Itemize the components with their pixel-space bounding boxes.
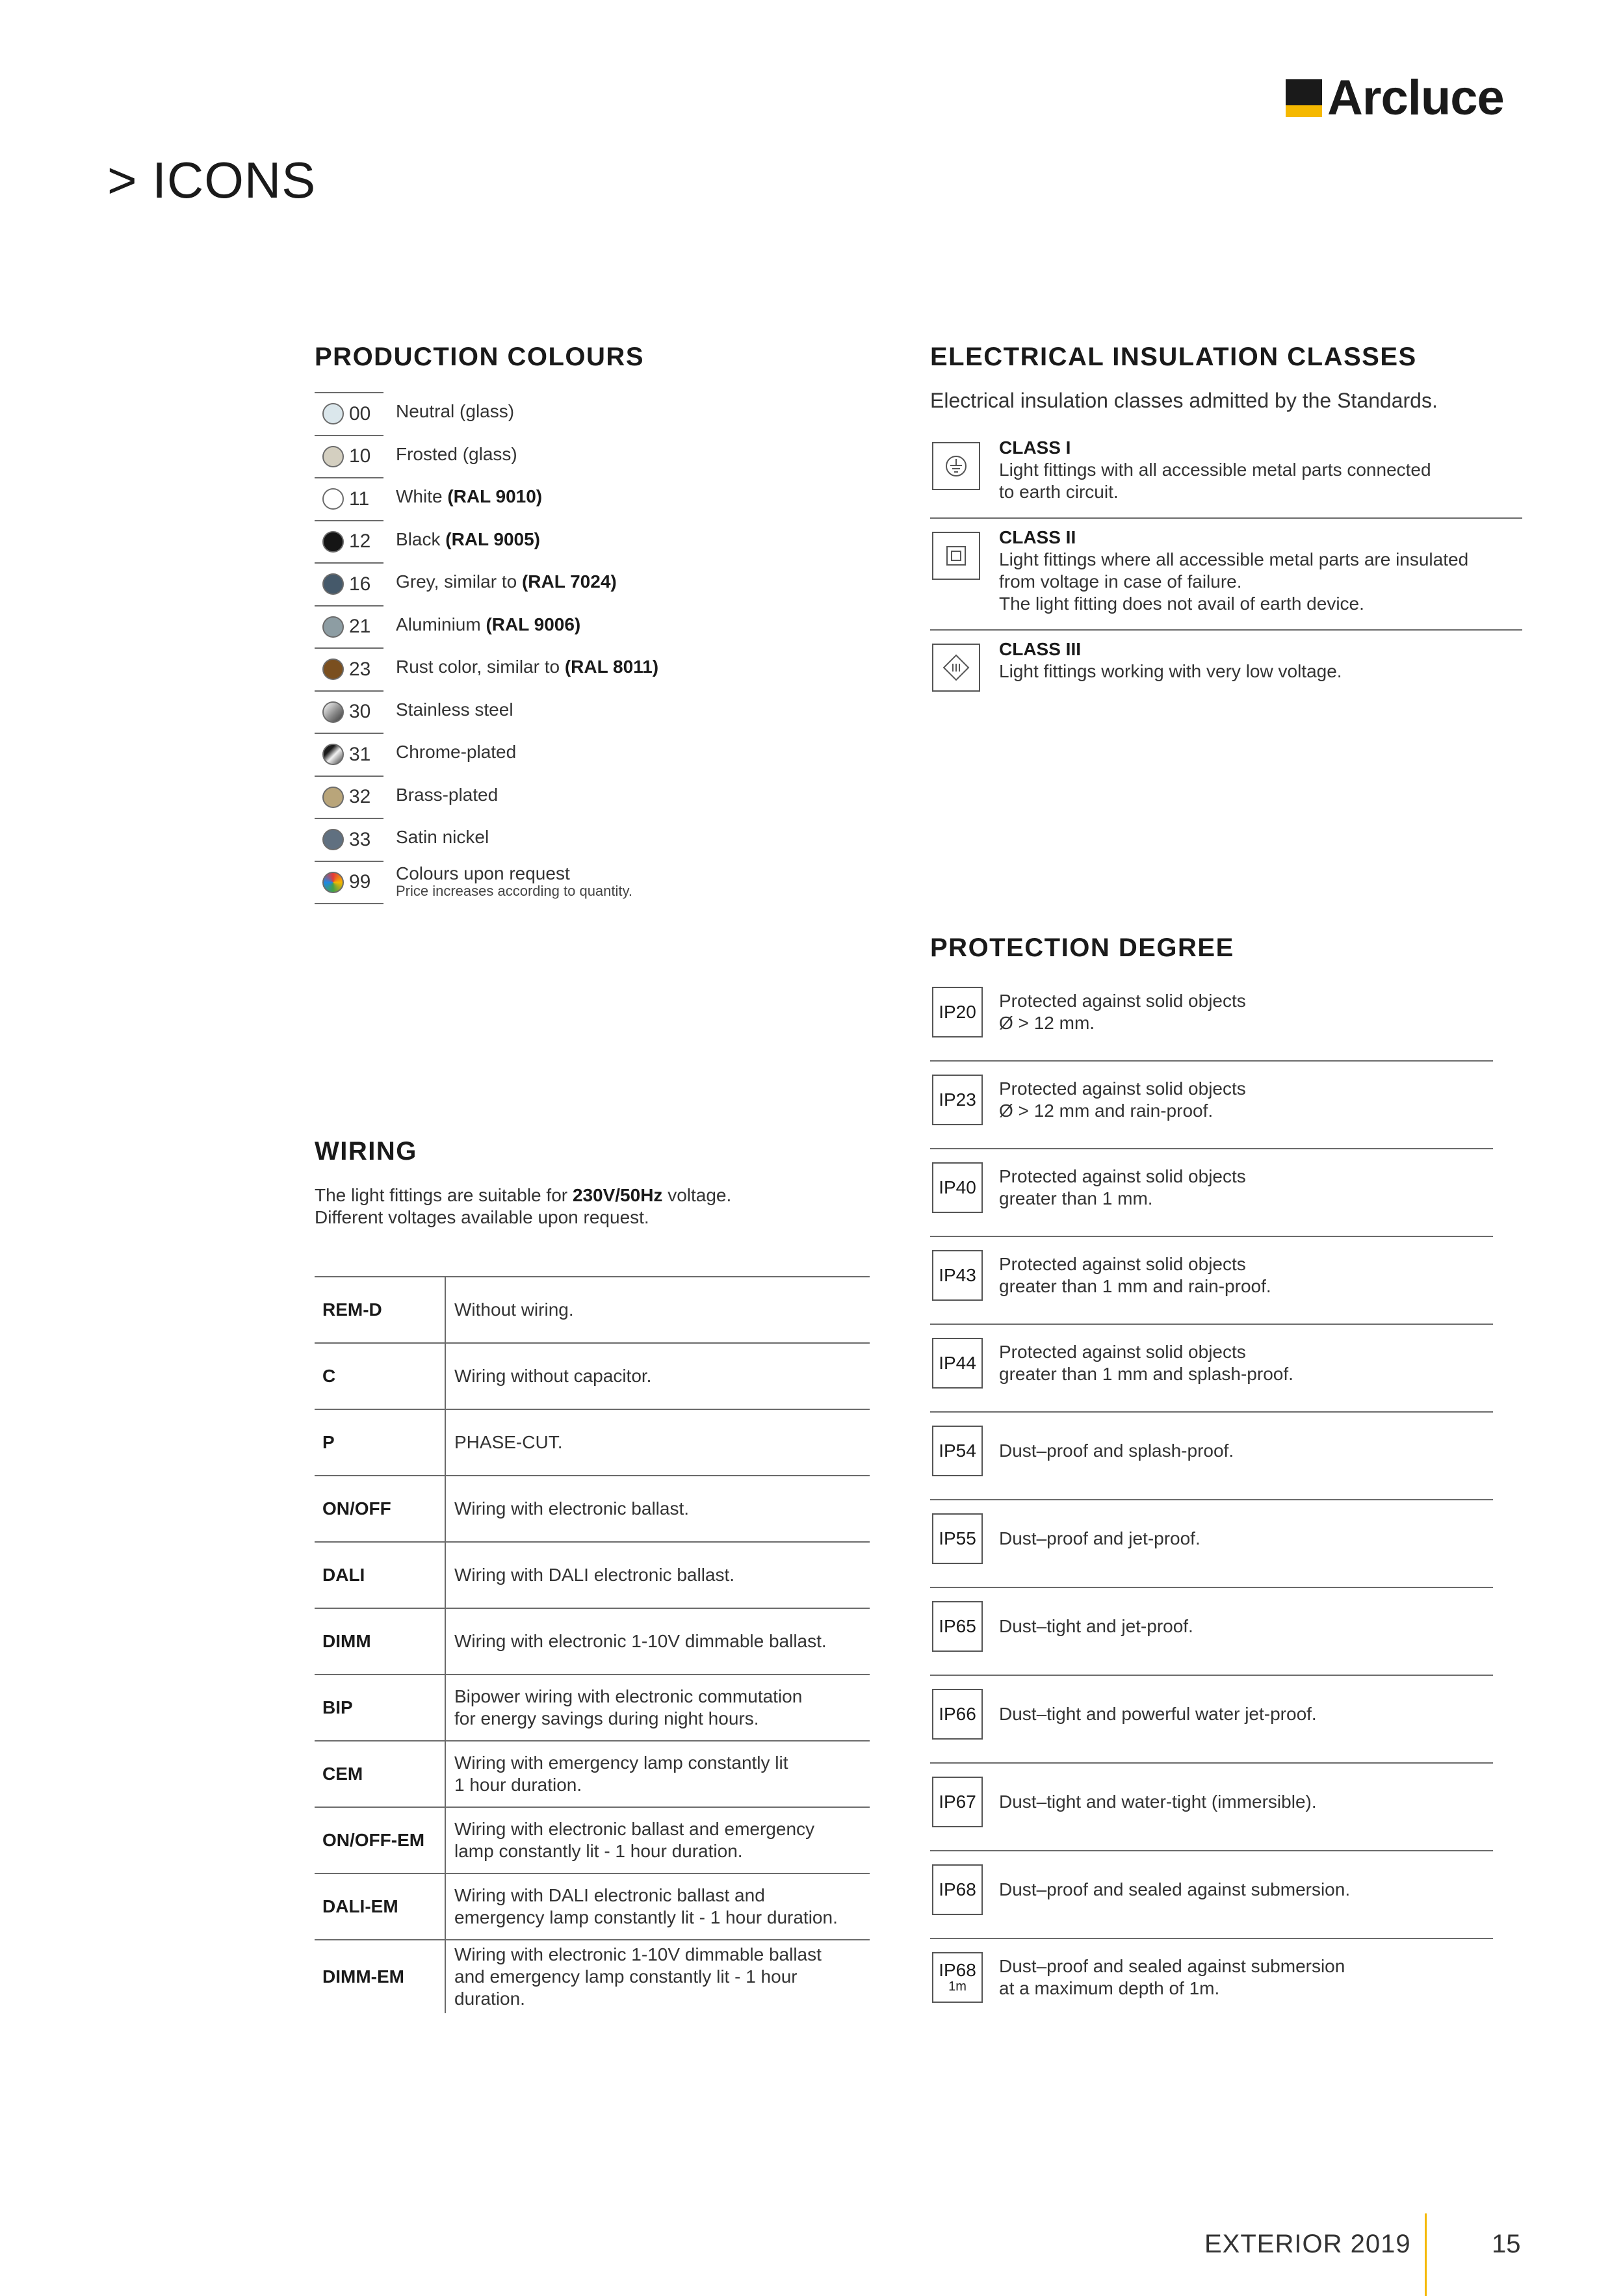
colour-row xyxy=(315,477,718,520)
protection-description-line: greater than 1 mm and rain-proof. xyxy=(999,1276,1271,1296)
protection-description-lines xyxy=(999,1791,1317,1813)
electrical-class-row xyxy=(930,429,1522,519)
wiring-code: C xyxy=(322,1366,336,1386)
electrical-classes-title: ELECTRICAL INSULATION CLASSES xyxy=(930,343,1417,371)
colour-swatch-icon xyxy=(322,744,344,765)
wiring-description-line: Wiring with electronic ballast and emergency xyxy=(454,1819,815,1839)
colour-label xyxy=(396,699,513,720)
footer-divider xyxy=(1425,2213,1427,2296)
colour-name: Rust color, similar to xyxy=(396,657,560,677)
colour-row xyxy=(315,562,718,605)
colour-code: 12 xyxy=(349,530,371,552)
protection-description-line: Protected against solid objects xyxy=(999,1078,1246,1099)
wiring-column-divider xyxy=(445,1543,446,1608)
protection-description-line: Protected against solid objects xyxy=(999,991,1246,1011)
wiring-row xyxy=(315,1675,870,1742)
colour-label xyxy=(396,614,580,635)
wiring-description-line: Wiring with DALI electronic ballast. xyxy=(454,1565,735,1585)
electrical-class-name: CLASS I xyxy=(999,437,1071,458)
wiring-description xyxy=(454,1874,863,1939)
colour-row xyxy=(315,647,718,690)
ip-rating-icon xyxy=(932,1689,983,1740)
wiring-row xyxy=(315,1874,870,1940)
wiring-description xyxy=(454,1940,863,2013)
colour-name: Black xyxy=(396,528,441,549)
wiring-description-lines xyxy=(454,1752,788,1796)
wiring-description-line: Wiring with emergency lamp constantly lit xyxy=(454,1753,788,1773)
protection-description-lines xyxy=(999,1341,1293,1385)
colour-label xyxy=(396,657,658,677)
protection-description xyxy=(999,1250,1271,1301)
colour-name: Stainless steel xyxy=(396,699,513,720)
protection-description-line: greater than 1 mm and splash-proof. xyxy=(999,1364,1293,1384)
wiring-intro-suffix: voltage. xyxy=(662,1185,732,1205)
colour-label xyxy=(396,571,617,592)
wiring-description-line: emergency lamp constantly lit - 1 hour duration. xyxy=(454,1907,838,1927)
ip-rating-icon xyxy=(932,1075,983,1125)
colour-code: 33 xyxy=(349,828,371,850)
ip-code: IP40 xyxy=(939,1177,976,1197)
colour-code-cell xyxy=(315,435,383,477)
protection-description-lines xyxy=(999,1955,1345,2000)
colour-ral: (RAL 9006) xyxy=(486,614,581,634)
protection-description-line: Dust–tight and water-tight (immersible). xyxy=(999,1792,1317,1812)
wiring-code: CEM xyxy=(322,1764,363,1784)
protection-description-line: Dust–proof and jet-proof. xyxy=(999,1528,1201,1548)
protection-row xyxy=(930,1851,1493,1939)
colour-name: Brass-plated xyxy=(396,784,499,805)
protection-description-lines xyxy=(999,1440,1234,1462)
protection-description xyxy=(999,1075,1246,1125)
wiring-description-line: lamp constantly lit - 1 hour duration. xyxy=(454,1841,743,1861)
protection-description-lines xyxy=(999,1253,1271,1298)
protection-description xyxy=(999,1777,1317,1827)
protection-description-line: Dust–proof and sealed against submersion. xyxy=(999,1879,1351,1899)
electrical-class-row xyxy=(930,631,1522,702)
colour-code: 23 xyxy=(349,658,371,680)
wiring-column-divider xyxy=(445,1940,446,2013)
colour-row xyxy=(315,520,718,563)
colour-code: 16 xyxy=(349,573,371,595)
colour-code: 11 xyxy=(349,488,370,510)
electrical-classes-intro: Electrical insulation classes admitted by the Standards. xyxy=(930,389,1438,412)
colour-row xyxy=(315,690,718,733)
wiring-code: REM-D xyxy=(322,1299,382,1320)
colour-code: 30 xyxy=(349,701,371,722)
wiring-intro-text: The light fittings are suitable for xyxy=(315,1185,573,1205)
wiring-description xyxy=(454,1742,863,1807)
wiring-description xyxy=(454,1344,863,1409)
colour-label xyxy=(396,785,498,805)
wiring-code: DALI-EM xyxy=(322,1896,398,1916)
colour-code: 21 xyxy=(349,616,371,637)
colour-label xyxy=(396,486,542,507)
protection-description-line: Ø > 12 mm and rain-proof. xyxy=(999,1101,1214,1121)
colour-label xyxy=(396,401,514,422)
colour-row xyxy=(315,818,718,861)
colour-code: 00 xyxy=(349,402,371,424)
wiring-code: DIMM xyxy=(322,1631,371,1651)
wiring-column-divider xyxy=(445,1675,446,1740)
electrical-class-description: Light fittings working with very low voltage. xyxy=(999,661,1342,681)
protection-row xyxy=(930,1676,1493,1764)
double-square-icon xyxy=(932,532,980,580)
colour-swatch-icon xyxy=(322,446,344,467)
colour-swatch-icon xyxy=(322,573,344,595)
protection-description-lines xyxy=(999,990,1246,1034)
protection-description-line: Protected against solid objects xyxy=(999,1342,1246,1362)
protection-description-line: greater than 1 mm. xyxy=(999,1188,1153,1208)
colour-code: 10 xyxy=(349,445,371,467)
wiring-title: WIRING xyxy=(315,1137,417,1166)
protection-degree-title: PROTECTION DEGREE xyxy=(930,933,1234,962)
wiring-voltage: 230V/50Hz xyxy=(572,1185,663,1205)
wiring-row xyxy=(315,1543,870,1609)
protection-row xyxy=(930,1325,1493,1413)
protection-description-line: Ø > 12 mm. xyxy=(999,1013,1095,1033)
colour-swatch-icon xyxy=(322,659,344,680)
wiring-description-lines xyxy=(454,1686,802,1730)
electrical-class-name: CLASS III xyxy=(999,639,1082,659)
colour-ral: (RAL 9010) xyxy=(447,486,543,506)
wiring-code: DIMM-EM xyxy=(322,1966,404,1987)
colour-code-cell xyxy=(315,477,383,519)
brand-logo xyxy=(1286,70,1504,125)
colour-code-cell xyxy=(315,520,383,562)
protection-description-line: Dust–tight and powerful water jet-proof. xyxy=(999,1704,1317,1724)
colour-code-cell xyxy=(315,562,383,605)
wiring-description-lines xyxy=(454,1564,734,1586)
wiring-column-divider xyxy=(445,1808,446,1873)
protection-row xyxy=(930,974,1493,1062)
colour-code-cell xyxy=(315,647,383,690)
ip-code: IP66 xyxy=(939,1704,976,1724)
wiring-row xyxy=(315,1609,870,1675)
colour-swatch-icon xyxy=(322,701,344,723)
electrical-classes-list xyxy=(930,429,1522,702)
wiring-description-line: duration. xyxy=(454,1989,525,2009)
protection-row xyxy=(930,1939,1493,2027)
wiring-description xyxy=(454,1808,863,1873)
wiring-code: ON/OFF-EM xyxy=(322,1830,425,1850)
wiring-description-line: Wiring with electronic ballast. xyxy=(454,1498,690,1519)
protection-description xyxy=(999,1162,1246,1213)
wiring-row xyxy=(315,1277,870,1344)
protection-description xyxy=(999,1513,1201,1564)
protection-description-line: Dust–proof and sealed against submersion xyxy=(999,1956,1345,1976)
page-title: > ICONS xyxy=(107,151,317,209)
electrical-class-description: The light fitting does not avail of earth device. xyxy=(999,594,1364,614)
wiring-column-divider xyxy=(445,1344,446,1409)
production-colours-list xyxy=(315,392,718,903)
electrical-class-text xyxy=(999,437,1431,503)
production-colours-title: PRODUCTION COLOURS xyxy=(315,343,644,371)
wiring-description-lines xyxy=(454,1944,822,2010)
wiring-code: ON/OFF xyxy=(322,1498,391,1519)
colour-code-cell xyxy=(315,690,383,733)
ip-rating-icon xyxy=(932,1338,983,1389)
colour-label xyxy=(396,827,489,848)
colour-label xyxy=(396,529,540,550)
colour-code: 99 xyxy=(349,871,371,893)
colour-ral: (RAL 9005) xyxy=(445,528,541,549)
colour-name: White xyxy=(396,486,443,506)
wiring-code: P xyxy=(322,1432,335,1452)
colour-swatch-icon xyxy=(322,829,344,850)
colour-code-cell xyxy=(315,776,383,818)
ip-depth: 1m xyxy=(948,1979,967,1994)
wiring-column-divider xyxy=(445,1742,446,1807)
colour-ral: (RAL 8011) xyxy=(564,657,659,677)
electrical-class-row xyxy=(930,519,1522,631)
colour-name: Satin nickel xyxy=(396,827,489,847)
electrical-class-description: from voltage in case of failure. xyxy=(999,571,1242,592)
colour-code-cell xyxy=(315,861,383,904)
brand-name: Arcluce xyxy=(1327,70,1504,125)
wiring-description xyxy=(454,1476,863,1541)
wiring-code: DALI xyxy=(322,1565,365,1585)
colour-ral: (RAL 7024) xyxy=(521,571,617,592)
protection-row xyxy=(930,1413,1493,1500)
protection-description-lines xyxy=(999,1615,1193,1637)
ip-rating-icon xyxy=(932,1250,983,1301)
wiring-column-divider xyxy=(445,1277,446,1342)
protection-row xyxy=(930,1764,1493,1851)
electrical-class-description: Light fittings with all accessible metal parts connected xyxy=(999,460,1431,480)
protection-description xyxy=(999,1952,1345,2003)
protection-description-line: Dust–tight and jet-proof. xyxy=(999,1616,1193,1636)
electrical-class-text xyxy=(999,638,1342,683)
ip-rating-icon xyxy=(932,1513,983,1564)
colour-label xyxy=(396,863,632,900)
ip-rating-icon xyxy=(932,1864,983,1915)
wiring-description-line: Without wiring. xyxy=(454,1299,574,1320)
wiring-row xyxy=(315,1410,870,1476)
wiring-code: BIP xyxy=(322,1697,353,1717)
colour-name: Chrome-plated xyxy=(396,742,517,762)
protection-description-lines xyxy=(999,1528,1201,1550)
wiring-description-line: Wiring with electronic 1-10V dimmable ballast. xyxy=(454,1631,827,1651)
protection-row xyxy=(930,1588,1493,1676)
colour-name: Frosted (glass) xyxy=(396,443,517,464)
wiring-description-line: for energy savings during night hours. xyxy=(454,1708,759,1729)
ip-rating-icon xyxy=(932,1952,983,2003)
wiring-description-line: and emergency lamp constantly lit - 1 hour xyxy=(454,1966,798,1987)
wiring-description-line: Bipower wiring with electronic commutation xyxy=(454,1686,803,1706)
wiring-column-divider xyxy=(445,1476,446,1541)
protection-description-line: at a maximum depth of 1m. xyxy=(999,1978,1220,1998)
ip-code: IP65 xyxy=(939,1616,976,1636)
wiring-row xyxy=(315,1940,870,2013)
diamond-iii-icon xyxy=(932,644,980,692)
ip-code: IP43 xyxy=(939,1265,976,1285)
ip-code: IP55 xyxy=(939,1528,976,1548)
electrical-class-description: to earth circuit. xyxy=(999,482,1119,502)
protection-description xyxy=(999,1338,1293,1389)
ip-rating-icon xyxy=(932,987,983,1037)
electrical-class-name: CLASS II xyxy=(999,527,1076,547)
wiring-description xyxy=(454,1609,863,1674)
wiring-description-lines xyxy=(454,1299,574,1321)
protection-description xyxy=(999,1864,1350,1915)
ip-rating-icon xyxy=(932,1426,983,1476)
earth-ground-icon xyxy=(932,442,980,490)
electrical-class-text xyxy=(999,527,1468,615)
wiring-description xyxy=(454,1675,863,1740)
protection-description xyxy=(999,987,1246,1037)
colour-name: Neutral (glass) xyxy=(396,401,515,421)
colour-name: Aluminium xyxy=(396,614,481,634)
wiring-description-lines xyxy=(454,1431,562,1454)
wiring-description-lines xyxy=(454,1885,838,1929)
colour-code-cell xyxy=(315,818,383,860)
protection-description-lines xyxy=(999,1879,1350,1901)
protection-description-lines xyxy=(999,1703,1317,1725)
colour-name: Colours upon request xyxy=(396,863,570,883)
colour-label xyxy=(396,444,517,465)
protection-description xyxy=(999,1601,1193,1652)
colour-row xyxy=(315,776,718,818)
ip-rating-icon xyxy=(932,1162,983,1213)
colour-code-cell xyxy=(315,605,383,647)
colour-code-cell xyxy=(315,733,383,775)
protection-description xyxy=(999,1426,1234,1476)
colour-row xyxy=(315,861,718,904)
wiring-description xyxy=(454,1410,863,1475)
protection-row xyxy=(930,1237,1493,1325)
colour-note: Price increases according to quantity. xyxy=(396,882,632,899)
wiring-description xyxy=(454,1277,863,1342)
protection-description-lines xyxy=(999,1166,1246,1210)
wiring-description-line: PHASE-CUT. xyxy=(454,1432,563,1452)
wiring-row xyxy=(315,1476,870,1543)
wiring-column-divider xyxy=(445,1874,446,1939)
colour-swatch-icon xyxy=(322,488,344,510)
colour-name: Grey, similar to xyxy=(396,571,517,592)
colour-row xyxy=(315,392,718,435)
wiring-column-divider xyxy=(445,1410,446,1475)
wiring-description-lines xyxy=(454,1498,689,1520)
wiring-description-lines xyxy=(454,1365,651,1387)
ip-code: IP44 xyxy=(939,1353,976,1373)
protection-row xyxy=(930,1149,1493,1237)
wiring-description-line: 1 hour duration. xyxy=(454,1775,582,1795)
protection-description xyxy=(999,1689,1317,1740)
wiring-description xyxy=(454,1543,863,1608)
ip-code: IP67 xyxy=(939,1792,976,1812)
colour-label xyxy=(396,742,516,763)
wiring-description-line: Wiring with DALI electronic ballast and xyxy=(454,1885,765,1905)
wiring-description-line: Wiring with electronic 1-10V dimmable ballast xyxy=(454,1944,822,1964)
protection-description-line: Protected against solid objects xyxy=(999,1166,1246,1186)
colour-code: 31 xyxy=(349,743,371,765)
protection-description-line: Dust–proof and splash-proof. xyxy=(999,1441,1234,1461)
wiring-description-lines xyxy=(454,1630,827,1652)
wiring-column-divider xyxy=(445,1609,446,1674)
footer-catalog-label: EXTERIOR 2019 xyxy=(1204,2230,1411,2258)
page-number: 15 xyxy=(1492,2230,1521,2258)
colour-row xyxy=(315,605,718,648)
colour-swatch-icon xyxy=(322,872,344,893)
colour-code: 32 xyxy=(349,786,371,807)
ip-code: IP68 xyxy=(939,1960,976,1980)
protection-description-lines xyxy=(999,1078,1246,1122)
ip-code: IP68 xyxy=(939,1879,976,1899)
protection-row xyxy=(930,1500,1493,1588)
colour-row xyxy=(315,733,718,776)
ip-code: IP54 xyxy=(939,1441,976,1461)
wiring-table xyxy=(315,1276,870,2013)
electrical-class-description: Light fittings where all accessible metal parts are insulated xyxy=(999,549,1469,569)
colour-row xyxy=(315,435,718,478)
logo-mark-icon xyxy=(1286,79,1322,117)
wiring-row xyxy=(315,1344,870,1410)
wiring-row xyxy=(315,1742,870,1808)
wiring-row xyxy=(315,1808,870,1874)
wiring-intro-line2: Different voltages available upon request. xyxy=(315,1207,649,1227)
colour-swatch-icon xyxy=(322,403,344,424)
ip-rating-icon xyxy=(932,1777,983,1827)
ip-code: IP23 xyxy=(939,1089,976,1110)
protection-degree-list xyxy=(930,974,1493,2027)
colour-swatch-icon xyxy=(322,531,344,553)
colour-swatch-icon xyxy=(322,616,344,638)
ip-rating-icon xyxy=(932,1601,983,1652)
wiring-intro xyxy=(315,1184,731,1229)
colour-code-cell xyxy=(315,392,383,434)
protection-row xyxy=(930,1062,1493,1149)
wiring-description-line: Wiring without capacitor. xyxy=(454,1366,652,1386)
ip-code: IP20 xyxy=(939,1002,976,1022)
protection-description-line: Protected against solid objects xyxy=(999,1254,1246,1274)
colour-swatch-icon xyxy=(322,787,344,808)
wiring-description-lines xyxy=(454,1818,814,1862)
